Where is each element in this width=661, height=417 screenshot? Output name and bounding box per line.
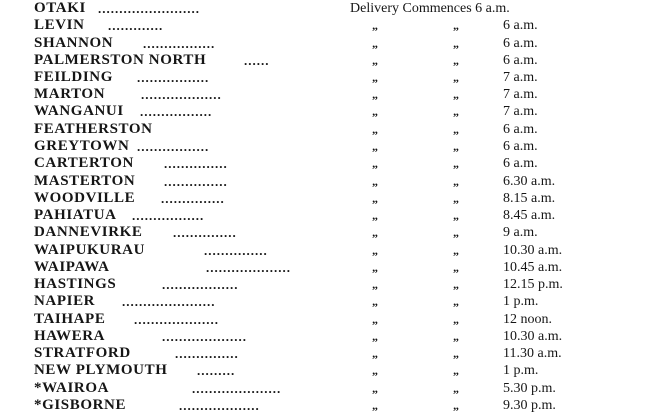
town-name: TAIHAPE bbox=[34, 311, 106, 327]
delivery-time: 7 a.m. bbox=[503, 104, 538, 119]
town-name: MASTERTON bbox=[34, 173, 136, 189]
delivery-time: 7 a.m. bbox=[503, 87, 538, 102]
town-name: GREYTOWN bbox=[34, 138, 130, 154]
leader-dots: ...................... bbox=[122, 294, 216, 309]
town-name: HAWERA bbox=[34, 328, 106, 344]
ditto-mark: „ bbox=[453, 225, 459, 239]
ditto-mark: „ bbox=[453, 346, 459, 360]
ditto-mark: „ bbox=[453, 122, 459, 136]
ditto-mark: „ bbox=[453, 243, 459, 257]
schedule-row bbox=[0, 35, 661, 52]
schedule-row bbox=[0, 259, 661, 276]
ditto-mark: „ bbox=[453, 174, 459, 188]
town-name: FEATHERSTON bbox=[34, 121, 153, 137]
delivery-time: 5.30 p.m. bbox=[503, 381, 556, 396]
ditto-mark: „ bbox=[453, 18, 459, 32]
ditto-mark: „ bbox=[453, 139, 459, 153]
town-name: OTAKI bbox=[34, 0, 86, 16]
ditto-mark: „ bbox=[453, 104, 459, 118]
ditto-mark: „ bbox=[453, 294, 459, 308]
town-name: DANNEVIRKE bbox=[34, 224, 143, 240]
schedule-row bbox=[0, 17, 661, 34]
ditto-mark: „ bbox=[372, 329, 378, 343]
ditto-mark: „ bbox=[372, 260, 378, 274]
schedule-row bbox=[0, 293, 661, 310]
town-name: PALMERSTON NORTH bbox=[34, 52, 207, 68]
town-name: WAIPAWA bbox=[34, 259, 110, 275]
leader-dots: ............... bbox=[164, 174, 228, 189]
ditto-mark: „ bbox=[453, 156, 459, 170]
delivery-time: 6 a.m. bbox=[503, 122, 538, 137]
ditto-mark: „ bbox=[372, 104, 378, 118]
schedule-row bbox=[0, 138, 661, 155]
leader-dots: ................. bbox=[140, 104, 213, 119]
schedule-row bbox=[0, 362, 661, 379]
leader-dots: ............. bbox=[108, 18, 164, 33]
schedule-row bbox=[0, 311, 661, 328]
ditto-mark: „ bbox=[372, 363, 378, 377]
leader-dots: ...... bbox=[244, 53, 270, 68]
ditto-mark: „ bbox=[372, 139, 378, 153]
ditto-mark: „ bbox=[372, 122, 378, 136]
ditto-mark: „ bbox=[372, 243, 378, 257]
ditto-mark: „ bbox=[372, 312, 378, 326]
ditto-mark: „ bbox=[453, 363, 459, 377]
delivery-time: 8.15 a.m. bbox=[503, 191, 556, 206]
leader-dots: ................. bbox=[132, 208, 205, 223]
ditto-mark: „ bbox=[372, 381, 378, 395]
delivery-label: Delivery Commences 6 a.m. bbox=[350, 1, 510, 16]
ditto-mark: „ bbox=[453, 260, 459, 274]
schedule-row bbox=[0, 276, 661, 293]
leader-dots: ................. bbox=[137, 139, 210, 154]
leader-dots: ......... bbox=[197, 363, 236, 378]
delivery-time: 8.45 a.m. bbox=[503, 208, 556, 223]
town-name: MARTON bbox=[34, 86, 106, 102]
delivery-time: 10.30 a.m. bbox=[503, 243, 563, 258]
delivery-time: 9.30 p.m. bbox=[503, 398, 556, 413]
schedule-row bbox=[0, 69, 661, 86]
ditto-mark: „ bbox=[453, 312, 459, 326]
ditto-mark: „ bbox=[453, 87, 459, 101]
ditto-mark: „ bbox=[372, 346, 378, 360]
delivery-time: 9 a.m. bbox=[503, 225, 538, 240]
schedule-row bbox=[0, 242, 661, 259]
ditto-mark: „ bbox=[372, 398, 378, 412]
delivery-time: 10.45 a.m. bbox=[503, 260, 563, 275]
delivery-time: 6 a.m. bbox=[503, 36, 538, 51]
town-name: SHANNON bbox=[34, 35, 114, 51]
schedule-row bbox=[0, 121, 661, 138]
ditto-mark: „ bbox=[372, 191, 378, 205]
leader-dots: ............... bbox=[175, 346, 239, 361]
delivery-time: 10.30 a.m. bbox=[503, 329, 563, 344]
schedule-row bbox=[0, 52, 661, 69]
ditto-mark: „ bbox=[453, 398, 459, 412]
schedule-row bbox=[0, 190, 661, 207]
schedule-row bbox=[0, 224, 661, 241]
town-name: *WAIROA bbox=[34, 380, 110, 396]
ditto-mark: „ bbox=[372, 36, 378, 50]
ditto-mark: „ bbox=[453, 191, 459, 205]
town-name: WOODVILLE bbox=[34, 190, 136, 206]
ditto-mark: „ bbox=[372, 225, 378, 239]
ditto-mark: „ bbox=[372, 53, 378, 67]
ditto-mark: „ bbox=[372, 70, 378, 84]
delivery-time: 6 a.m. bbox=[503, 53, 538, 68]
schedule-row bbox=[0, 86, 661, 103]
leader-dots: .................... bbox=[162, 329, 247, 344]
ditto-mark: „ bbox=[372, 208, 378, 222]
delivery-time: 6.30 a.m. bbox=[503, 174, 556, 189]
town-name: LEVIN bbox=[34, 17, 85, 33]
delivery-time: 1 p.m. bbox=[503, 363, 539, 378]
ditto-mark: „ bbox=[372, 156, 378, 170]
town-name: FEILDING bbox=[34, 69, 113, 85]
leader-dots: ............... bbox=[204, 243, 268, 258]
ditto-mark: „ bbox=[453, 53, 459, 67]
town-name: STRATFORD bbox=[34, 345, 131, 361]
ditto-mark: „ bbox=[453, 70, 459, 84]
town-name: PAHIATUA bbox=[34, 207, 117, 223]
schedule-row bbox=[0, 345, 661, 362]
delivery-time: 11.30 a.m. bbox=[503, 346, 562, 361]
town-name: *GISBORNE bbox=[34, 397, 127, 413]
leader-dots: .................. bbox=[162, 277, 239, 292]
leader-dots: ............... bbox=[164, 156, 228, 171]
leader-dots: .................... bbox=[134, 312, 219, 327]
ditto-mark: „ bbox=[372, 87, 378, 101]
leader-dots: ................... bbox=[141, 87, 222, 102]
schedule-row bbox=[0, 155, 661, 172]
delivery-time: 6 a.m. bbox=[503, 156, 538, 171]
ditto-mark: „ bbox=[372, 174, 378, 188]
schedule-row bbox=[0, 380, 661, 397]
delivery-time: 7 a.m. bbox=[503, 70, 538, 85]
ditto-mark: „ bbox=[453, 277, 459, 291]
delivery-time: 6 a.m. bbox=[503, 18, 538, 33]
schedule-row bbox=[0, 103, 661, 120]
ditto-mark: „ bbox=[453, 36, 459, 50]
delivery-time: 12 noon. bbox=[503, 312, 552, 327]
leader-dots: ............... bbox=[173, 225, 237, 240]
ditto-mark: „ bbox=[453, 208, 459, 222]
town-name: WANGANUI bbox=[34, 103, 124, 119]
ditto-mark: „ bbox=[453, 329, 459, 343]
delivery-time: 6 a.m. bbox=[503, 139, 538, 154]
header-row bbox=[0, 0, 661, 17]
delivery-time: 12.15 p.m. bbox=[503, 277, 563, 292]
leader-dots: ................. bbox=[143, 36, 216, 51]
town-name: WAIPUKURAU bbox=[34, 242, 145, 258]
ditto-mark: „ bbox=[372, 18, 378, 32]
ditto-mark: „ bbox=[372, 277, 378, 291]
delivery-time: 1 p.m. bbox=[503, 294, 539, 309]
town-name: NEW PLYMOUTH bbox=[34, 362, 168, 378]
leader-dots: ..................... bbox=[192, 381, 282, 396]
town-name: CARTERTON bbox=[34, 155, 134, 171]
town-name: NAPIER bbox=[34, 293, 96, 309]
leader-dots: ............... bbox=[161, 191, 225, 206]
ditto-mark: „ bbox=[453, 381, 459, 395]
leader-dots: ................. bbox=[137, 70, 210, 85]
ditto-mark: „ bbox=[372, 294, 378, 308]
leader-dots: ........................ bbox=[98, 1, 200, 16]
schedule-row bbox=[0, 328, 661, 345]
schedule-row bbox=[0, 173, 661, 190]
leader-dots: .................... bbox=[206, 260, 291, 275]
schedule-row bbox=[0, 207, 661, 224]
town-name: HASTINGS bbox=[34, 276, 117, 292]
leader-dots: ................... bbox=[179, 398, 260, 413]
schedule-row bbox=[0, 397, 661, 414]
